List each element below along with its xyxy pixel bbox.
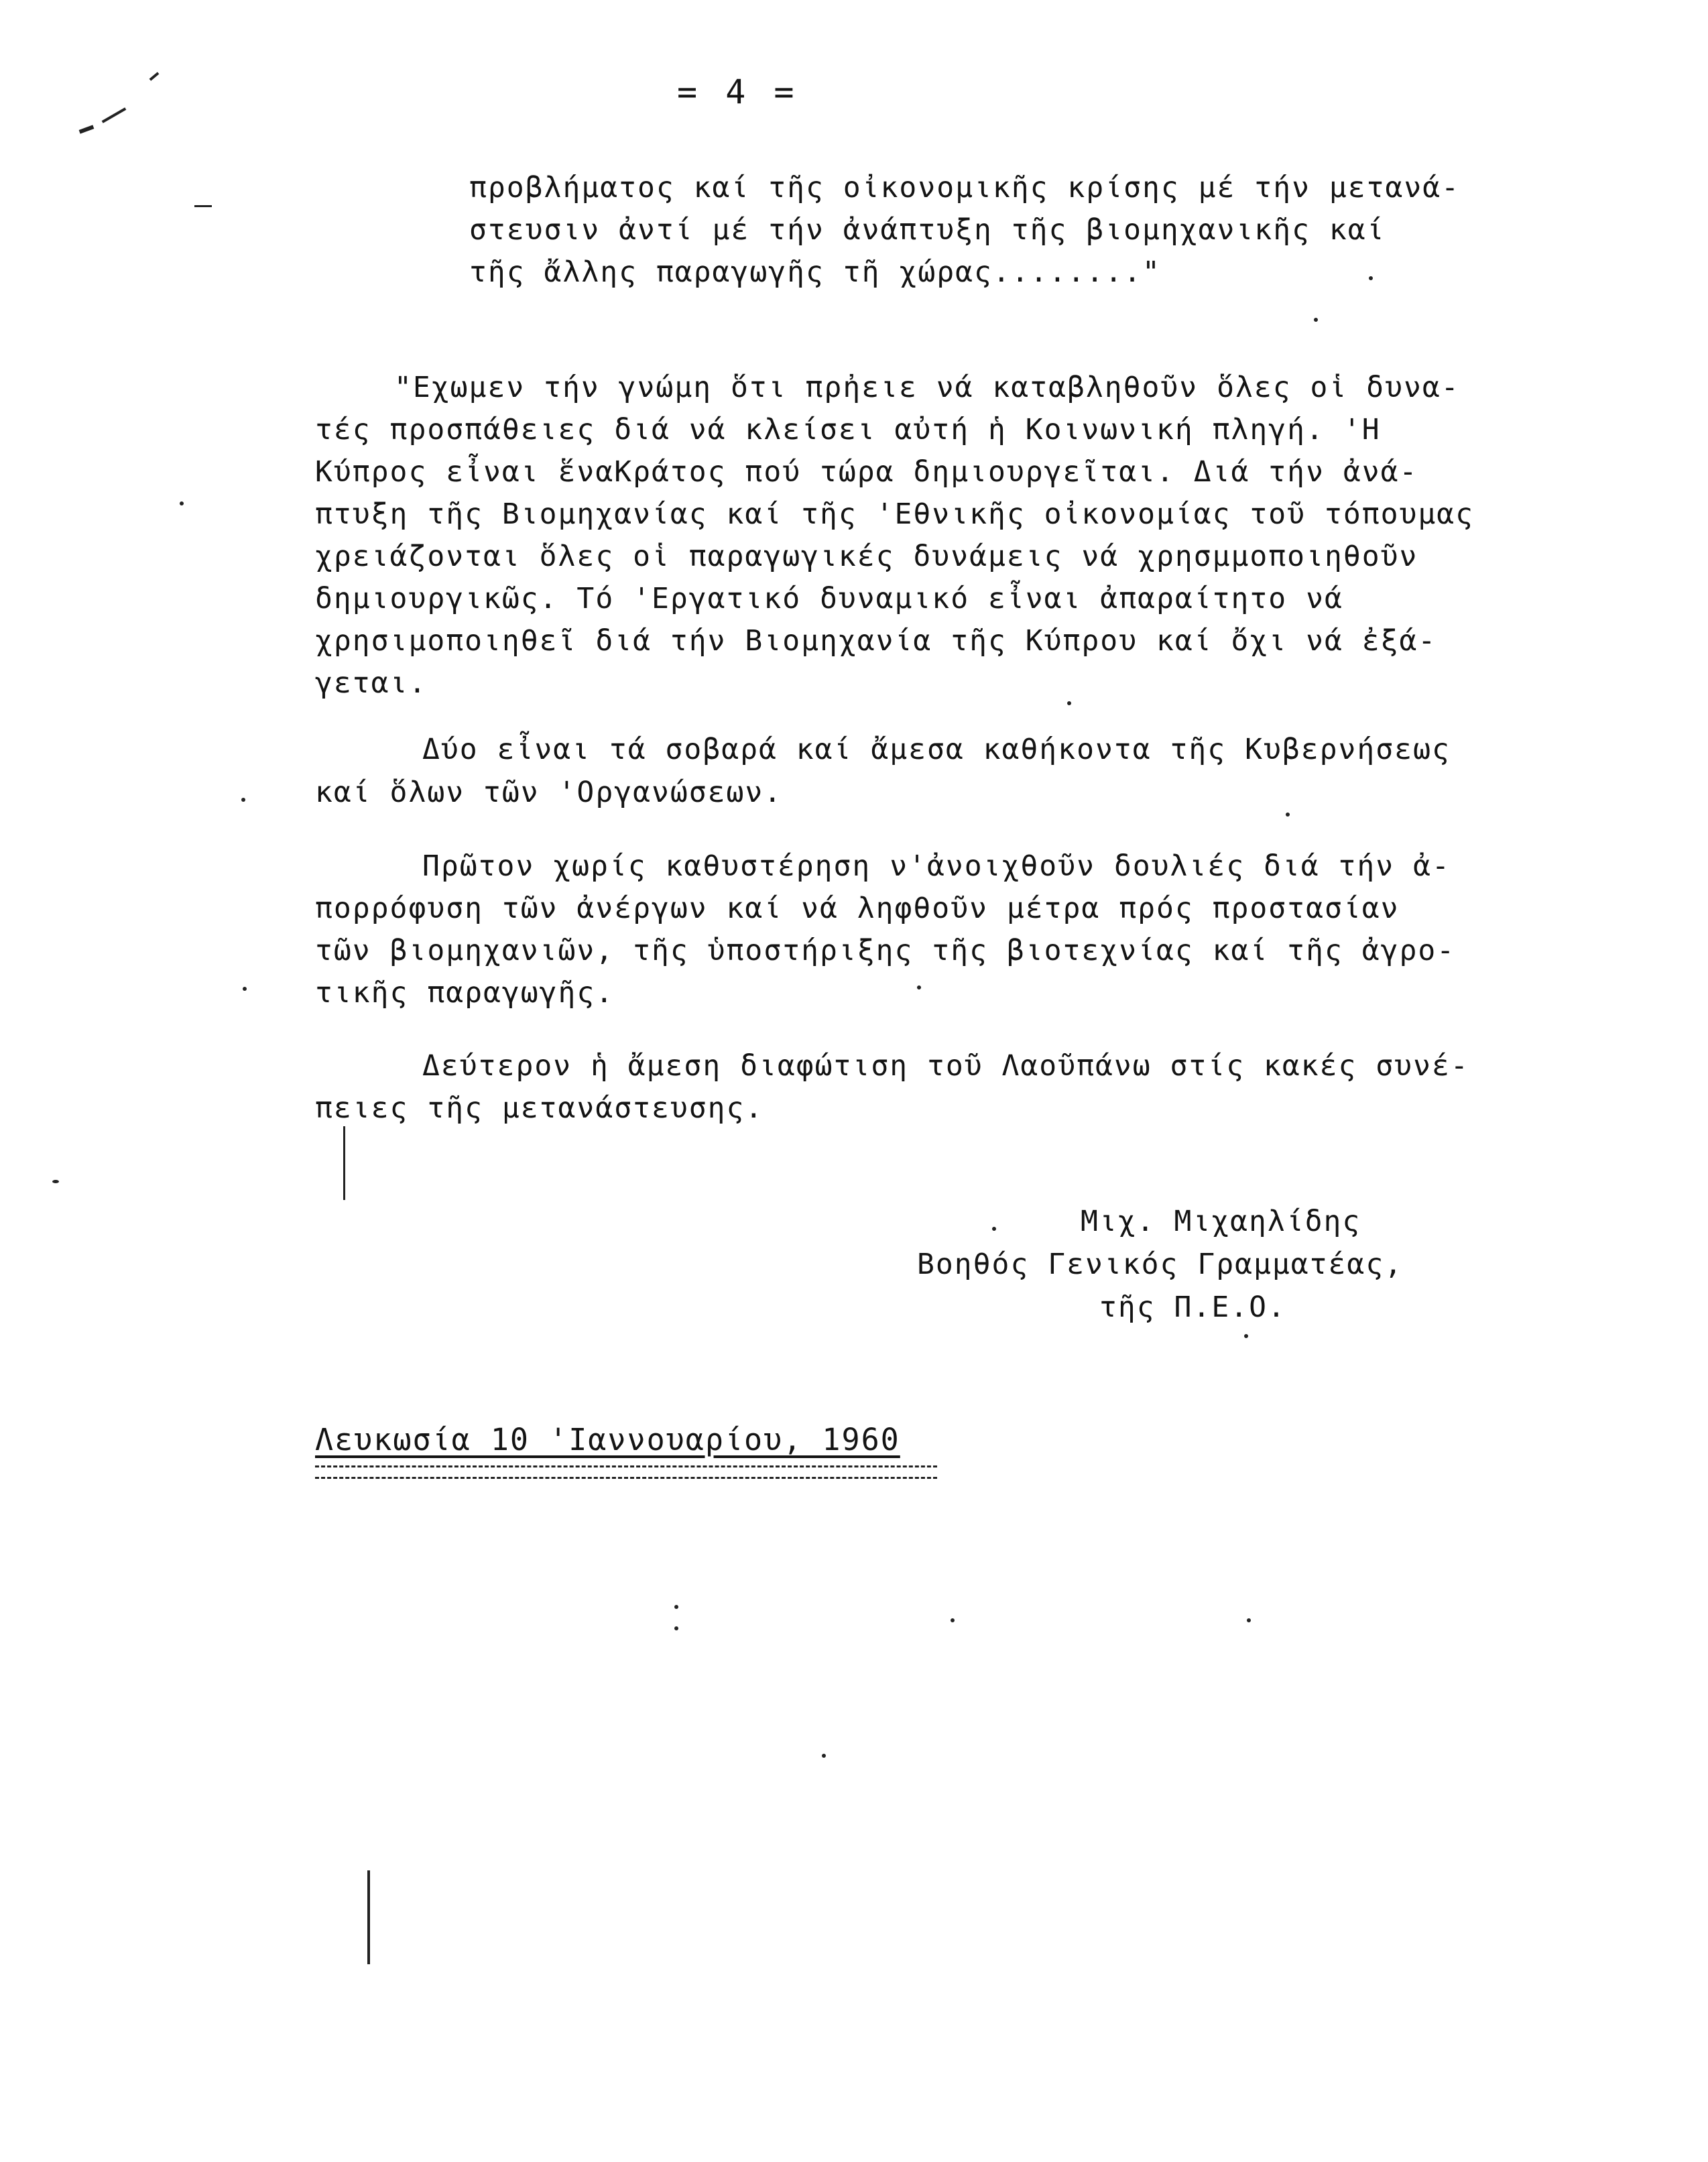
text-line: χρειάζονται ὅλες οἱ παραγωγικές δυνάμεις νά χρησμμοποιηθοῦν [315, 540, 1418, 573]
speck [822, 1754, 826, 1758]
text-line: προβλήματος καί τῆς οἰκονομικῆς κρίσης μέ τήν μετανά- [469, 171, 1461, 204]
text-line: τῶν βιομηχανιῶν, τῆς ὑποστήριξης τῆς βιοτεχνίας καί τῆς ἀγρο- [315, 934, 1456, 967]
speck [180, 501, 184, 505]
double-underline-rule [315, 1465, 937, 1479]
speck [52, 1180, 59, 1183]
speck [1244, 1334, 1248, 1338]
speck [674, 1605, 678, 1609]
text-line: Κύπρος εἶναι ἕναΚράτος πού τώρα δημιουργεῖται. Διά τήν ἀνά- [315, 455, 1418, 489]
text-line: Πρῶτον χωρίς καθυστέρηση ν'ἀνοιχθοῦν δουλιές διά τήν ἀ- [422, 849, 1451, 883]
scan-mark [149, 72, 160, 80]
scan-mark [367, 1870, 370, 1964]
speck [243, 987, 247, 991]
signatory-organization: τῆς Π.Ε.Ο. [1099, 1290, 1286, 1324]
speck [674, 1626, 678, 1630]
speck [951, 1618, 955, 1622]
signatory-title: Βοηθός Γενικός Γραμματέας, [917, 1248, 1404, 1281]
speck [1314, 318, 1318, 322]
text-line: Δεύτερον ἡ ἄμεση διαφώτιση τοῦ Λαοῦπάνω στίς κακές συνέ- [422, 1049, 1469, 1083]
scan-mark [102, 107, 127, 123]
text-line: χρησιμοποιηθεῖ διά τήν Βιομηχανία τῆς Κύπρου καί ὄχι νά ἐξά- [315, 624, 1437, 658]
signatory-name: Μιχ. Μιχαηλίδης [1081, 1205, 1361, 1238]
text-line: καί ὅλων τῶν 'Οργανώσεων. [315, 776, 783, 809]
text-line: πορρόφυση τῶν ἀνέργων καί νά ληφθοῦν μέτρα πρός προστασίαν [315, 892, 1400, 925]
page-number: = 4 = [677, 72, 798, 111]
text-line: δημιουργικῶς. Τό 'Εργατικό δυναμικό εἶναι ἀπαραίτητο νά [315, 582, 1343, 615]
speck [241, 798, 245, 802]
speck [1369, 276, 1373, 280]
speck [1247, 1618, 1251, 1622]
text-line: τές προσπάθειες διά νά κλείσει αὐτή ἡ Κοινωνική πληγή. 'Η [315, 413, 1381, 446]
dateline: Λευκωσία 10 'Ιαννουαρίου, 1960 [315, 1422, 900, 1457]
speck [1067, 701, 1071, 705]
speck [992, 1227, 996, 1231]
scan-mark [343, 1126, 345, 1200]
scan-mark [79, 125, 95, 133]
text-line: στευσιν ἀντί μέ τήν ἀνάπτυξη τῆς βιομηχανικῆς καί [469, 213, 1386, 247]
text-line: τῆς ἄλλης παραγωγῆς τῆ χώρας........" [469, 255, 1161, 289]
text-line: τικῆς παραγωγῆς. [315, 976, 615, 1010]
text-line: Δύο εἶναι τά σοβαρά καί ἄμεσα καθήκοντα τῆς Κυβερνήσεως [422, 733, 1451, 766]
text-line: πτυξη τῆς Βιομηχανίας καί τῆς 'Εθνικῆς οἰκονομίας τοῦ τόπουμας [315, 497, 1475, 531]
scan-mark [194, 205, 212, 207]
speck [1286, 813, 1290, 817]
speck [917, 985, 921, 989]
text-line: "Εχωμεν τήν γνώμη ὅτι πρἠειε νά καταβληθοῦν ὅλες οἱ δυνα- [394, 371, 1460, 404]
text-line: γεται. [315, 666, 428, 700]
text-line: πειες τῆς μετανάστευσης. [315, 1091, 764, 1125]
